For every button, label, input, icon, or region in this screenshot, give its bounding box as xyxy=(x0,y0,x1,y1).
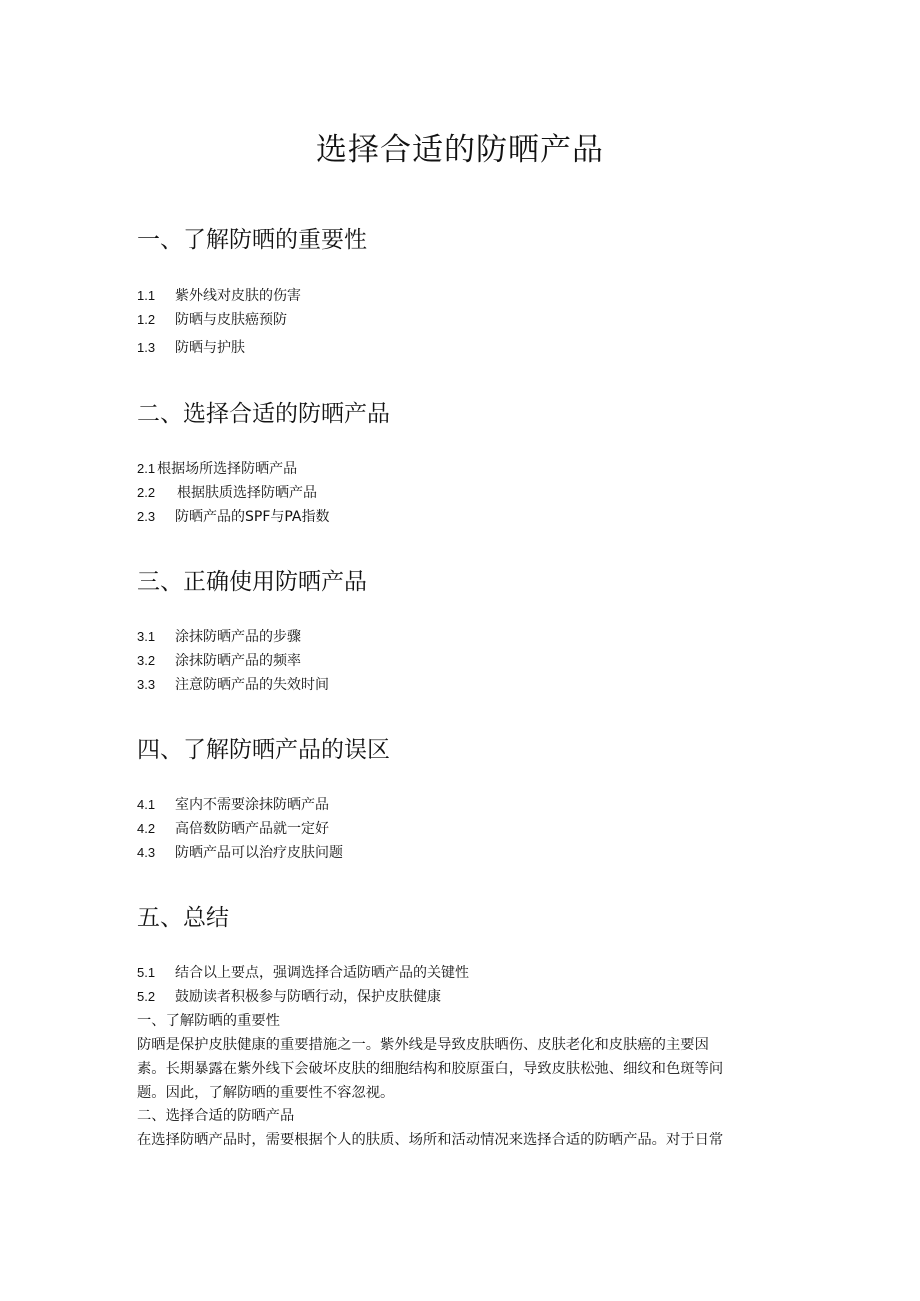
toc-item-number: 3.1 xyxy=(137,629,156,644)
toc-item-label: 根据肤质选择防晒产品 xyxy=(177,485,317,501)
toc-item-5-1 xyxy=(137,963,469,983)
toc-item-2-1 xyxy=(137,459,297,479)
toc-item-number: 2.2 xyxy=(137,485,156,500)
toc-item-number: 4.1 xyxy=(137,797,156,812)
toc-item-2-3 xyxy=(137,507,330,527)
section-heading-5: 五、总结 xyxy=(137,905,229,931)
section-heading-2: 二、选择合适的防晒产品 xyxy=(137,401,390,427)
toc-item-label: 防晒产品的SPF与PA指数 xyxy=(175,509,330,525)
toc-item-label: 根据场所选择防晒产品 xyxy=(157,461,298,477)
section-heading-3: 三、正确使用防晒产品 xyxy=(137,569,367,595)
toc-item-number: 1.3 xyxy=(137,340,156,355)
body-subheading-1: 一、了解防晒的重要性 xyxy=(137,1013,280,1029)
toc-item-3-3 xyxy=(137,675,329,695)
body-paragraph-line: 在选择防晒产品时，需要根据个人的肤质、场所和活动情况来选择合适的防晒产品。对于日常 xyxy=(137,1132,724,1148)
toc-item-number: 4.2 xyxy=(137,821,156,836)
document-title: 选择合适的防晒产品 xyxy=(316,132,604,168)
toc-item-4-2 xyxy=(137,819,329,839)
toc-item-number: 1.2 xyxy=(137,312,156,327)
toc-item-4-1 xyxy=(137,795,329,815)
toc-item-label: 室内不需要涂抹防晒产品 xyxy=(175,797,329,813)
toc-item-number: 5.1 xyxy=(137,965,156,980)
toc-item-5-2 xyxy=(137,987,441,1007)
toc-item-number: 2.1 xyxy=(137,461,156,476)
toc-item-4-3 xyxy=(137,843,343,863)
toc-item-number: 1.1 xyxy=(137,288,156,303)
toc-item-number: 3.3 xyxy=(137,677,156,692)
body-paragraph-line: 防晒是保护皮肤健康的重要措施之一。紫外线是导致皮肤晒伤、皮肤老化和皮肤癌的主要因 xyxy=(137,1037,709,1053)
toc-item-number: 2.3 xyxy=(137,509,156,524)
toc-item-label: 涂抹防晒产品的频率 xyxy=(175,653,301,669)
toc-item-1-3 xyxy=(137,338,245,358)
section-heading-1: 一、了解防晒的重要性 xyxy=(137,227,367,253)
toc-item-label: 紫外线对皮肤的伤害 xyxy=(175,288,301,304)
toc-item-1-2 xyxy=(137,310,287,330)
toc-item-1-1 xyxy=(137,286,301,306)
toc-item-label: 涂抹防晒产品的步骤 xyxy=(175,629,301,645)
section-heading-4: 四、了解防晒产品的误区 xyxy=(137,737,390,763)
toc-item-number: 3.2 xyxy=(137,653,156,668)
toc-item-label: 防晒与皮肤癌预防 xyxy=(175,312,287,328)
toc-item-3-1 xyxy=(137,627,301,647)
toc-item-label: 防晒产品可以治疗皮肤问题 xyxy=(175,845,343,861)
toc-item-label: 注意防晒产品的失效时间 xyxy=(175,677,329,693)
toc-item-label: 防晒与护肤 xyxy=(175,340,245,356)
toc-item-number: 4.3 xyxy=(137,845,156,860)
toc-item-2-2 xyxy=(137,483,317,503)
toc-item-label: 鼓励读者积极参与防晒行动，保护皮肤健康 xyxy=(175,989,441,1005)
body-paragraph-line: 题。因此，了解防晒的重要性不容忽视。 xyxy=(137,1085,395,1101)
toc-item-label: 结合以上要点，强调选择合适防晒产品的关键性 xyxy=(175,965,469,981)
body-subheading-2: 二、选择合适的防晒产品 xyxy=(137,1108,295,1124)
toc-item-3-2 xyxy=(137,651,301,671)
body-paragraph-line: 素。长期暴露在紫外线下会破坏皮肤的细胞结构和胶原蛋白，导致皮肤松弛、细纹和色斑等问 xyxy=(137,1061,724,1077)
toc-item-label: 高倍数防晒产品就一定好 xyxy=(175,821,329,837)
toc-item-number: 5.2 xyxy=(137,989,156,1004)
